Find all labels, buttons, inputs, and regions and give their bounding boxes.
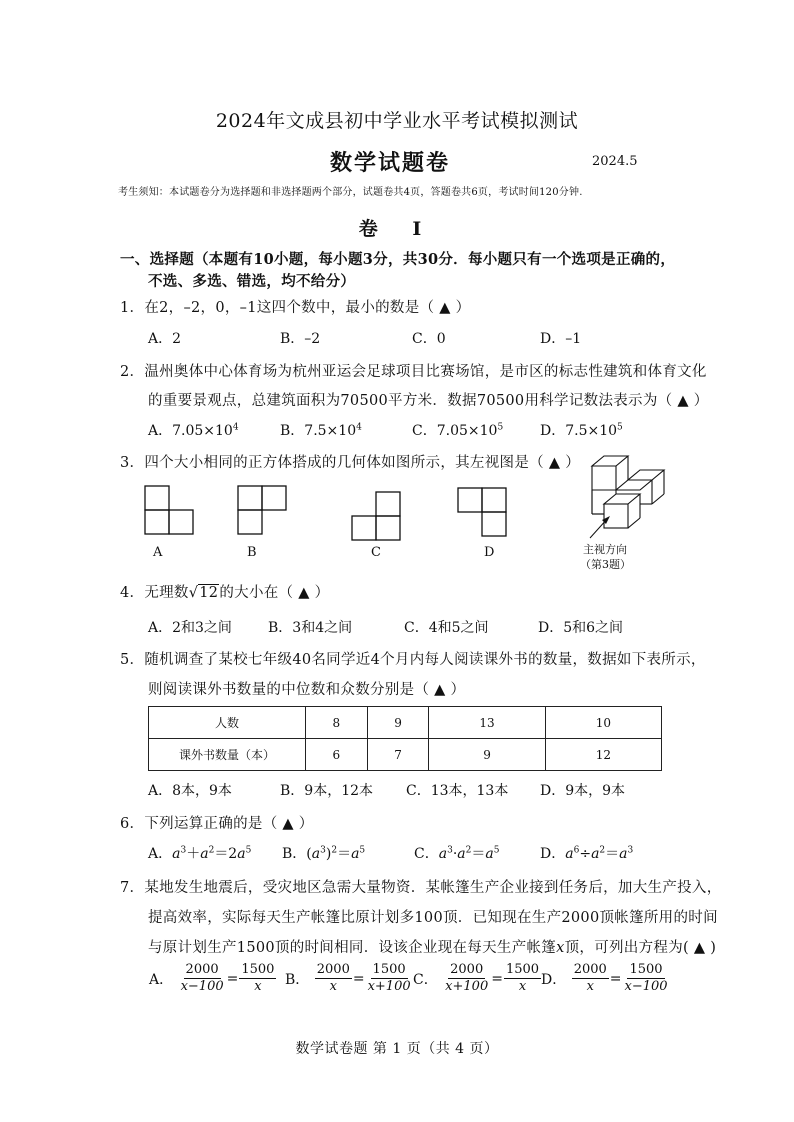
q6-option-d: D．$a^6\div a^2=a^3$ [540,845,634,862]
q7-stem-line2: 提高效率，实际每天生产帐篷比原计划多100顶．已知现在生产2000顶帐篷所用的时间 [148,910,718,926]
q3-view-d [458,488,506,536]
q1-stem: 1．在2，–2，0，–1这四个数中，最小的数是（ ▲ ） [120,300,471,316]
q3-caption-number: （第3题） [580,558,631,571]
q3-view-options [130,476,610,548]
q1-option-c: C．0 [412,331,446,347]
q5-data-table [148,706,662,771]
q5-stem-line1: 5．随机调查了某校七年级40名同学近4个月内每人阅读课外书的数量，数据如下表所示， [120,652,706,668]
q2-option-c: C．$7.05\times 10^5$ [412,422,504,439]
q2-stem-line2: 的重要景观点，总建筑面积为70500平方米．数据70500用科学记数法表示为（ ▲ ） [148,393,709,409]
table-row [149,707,662,739]
volume-heading: 卷 I [358,218,436,240]
q2-option-a: A．$7.05\times 10^4$ [148,422,239,439]
exam-title: 2024年文成县初中学业水平考试模拟测试 [215,110,579,132]
q1-option-b: B．–2 [280,331,321,347]
table-cell: 7 [367,739,429,771]
exam-date: 2024.5 [592,154,638,169]
q6-option-c: C．$a^3\cdot a^2=a^5$ [414,845,500,862]
table-cell: 人数 [149,707,306,739]
table-cell: 10 [545,707,661,739]
section-heading-line2: 不选、多选、错选，均不给分） [148,273,356,290]
q7-option-d: D． $\frac{2000}{x}$ = $\frac{1500}{x-100}$ [541,962,668,994]
sqrt-symbol: √12 [188,585,219,601]
q4-stem: 4．无理数√12的大小在（ ▲ ） [120,585,330,601]
exam-notice: 考生须知：本试题卷分为选择题和非选择题两个部分，试题卷共4页，答题卷共6页，考试时间120分钟. [118,187,583,198]
q3-isometric-figure [580,450,680,545]
table-cell: 8 [306,707,368,739]
q4-option-b: B．3和4之间 [268,620,353,636]
q4-option-a: A．2和3之间 [148,620,232,636]
q3-view-b [238,486,286,534]
q7-stem-line3: 与原计划生产1500顶的时间相同．设该企业现在每天生产帐篷x顶，可列出方程为( ▲ ) [148,940,717,956]
q3-view-c [352,492,400,540]
q7-option-a: A． $\frac{2000}{x-100}$ = $\frac{1500}{x}$ [149,962,275,994]
table-cell: 13 [429,707,545,739]
q3-label-b: B [247,545,257,560]
q5-option-c: C．13本，13本 [406,783,509,799]
q3-caption-direction: 主视方向 [583,543,627,556]
q3-view-a [145,486,193,534]
table-cell: 课外书数量（本） [149,739,306,771]
q2-stem-line1: 2．温州奥体中心体育场为杭州亚运会足球项目比赛场馆，是市区的标志性建筑和体育文化 [120,364,707,380]
q7-option-c: C． $\frac{2000}{x+100}$ = $\frac{1500}{x}$ [413,962,540,994]
q3-label-a: A [153,545,163,560]
q5-option-b: B．9本，12本 [280,783,374,799]
q5-option-d: D．9本，9本 [540,783,626,799]
q2-option-b: B．$7.5\times 10^4$ [280,422,362,439]
paper-subtitle: 数学试题卷 [330,150,451,176]
q1-option-a: A．2 [148,331,182,347]
q3-label-d: D [484,545,495,560]
q7-stem-line1: 7．某地发生地震后，受灾地区急需大量物资．某帐篷生产企业接到任务后，加大生产投入， [120,880,722,896]
page-footer: 数学试卷题 第 1 页（共 4 页） [295,1041,499,1057]
q4-option-d: D．5和6之间 [538,620,624,636]
table-cell: 9 [429,739,545,771]
q6-option-a: A．$a^3+a^2=2a^5$ [148,845,252,862]
section-heading-line1: 一、选择题（本题有10小题，每小题3分，共30分．每小题只有一个选项是正确的， [120,251,676,268]
q6-stem: 6．下列运算正确的是（ ▲ ） [120,816,314,832]
q2-option-d: D．$7.5\times 10^5$ [540,422,623,439]
q3-label-c: C [371,545,381,560]
q5-stem-line2: 则阅读课外书数量的中位数和众数分别是（ ▲ ） [148,682,466,698]
table-cell: 6 [306,739,368,771]
q1-option-d: D．–1 [540,331,582,347]
q4-option-c: C．4和5之间 [404,620,489,636]
q6-option-b: B．$(a^3)^2=a^5$ [282,845,366,862]
table-row [149,739,662,771]
q7-option-b: B． $\frac{2000}{x}$ = $\frac{1500}{x+100}$ [285,962,411,994]
table-cell: 9 [367,707,429,739]
q3-stem: 3．四个大小相同的正方体搭成的几何体如图所示，其左视图是（ ▲ ） [120,455,580,471]
table-cell: 12 [545,739,661,771]
q5-option-a: A．8本，9本 [148,783,232,799]
